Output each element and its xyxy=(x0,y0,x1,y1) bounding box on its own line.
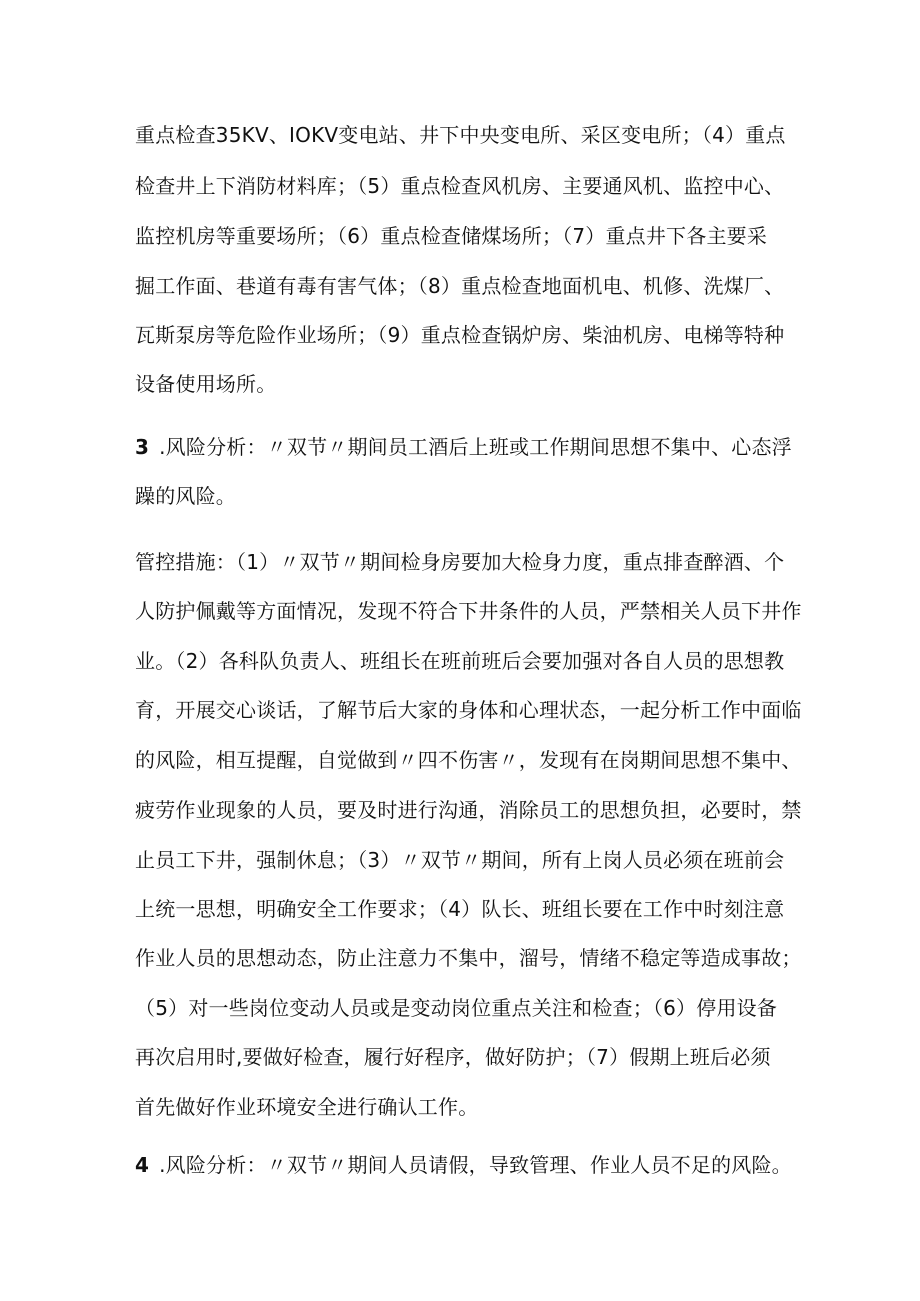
text-line: 的风险，相互提醒，自觉做到〃四不伤害〃，发现有在岗期间思想不集中、 xyxy=(135,748,802,772)
text-line: 止员工下井，强制休息；（3）〃双节〃期间，所有上岗人员必须在班前会 xyxy=(135,848,785,872)
section-heading xyxy=(135,1151,792,1179)
text-line: 疲劳作业现象的人员，要及时进行沟通，消除员工的思想负担，必要时，禁 xyxy=(135,798,802,822)
text-line: 业。（2）各科队负责人、班组长在班前班后会要加强对各自人员的思想教 xyxy=(135,649,785,673)
text-line: 重点检查35KV、IOKV变电站、井下中央变电所、采区变电所；（4）重点 xyxy=(135,123,786,147)
section-number: 3 xyxy=(135,435,150,459)
text-line: 首先做好作业环境安全进行确认工作。 xyxy=(135,1095,479,1119)
section-heading-text: .风险分析：〃双节〃期间员工酒后上班或工作期间思想不集中、心态浮 xyxy=(159,435,792,459)
text-line: 监控机房等重要场所；（6）重点检查储煤场所；（7）重点井下各主要采 xyxy=(135,224,768,248)
text-line: 管控措施：（1）〃双节〃期间检身房要加大检身力度，重点排查醉酒、个 xyxy=(135,550,785,574)
text-line: 作业人员的思想动态，防止注意力不集中，溜号，情绪不稳定等造成事故； xyxy=(135,946,802,970)
text-line: 掘工作面、巷道有毒有害气体；（8）重点检查地面机电、机修、洗煤厂、 xyxy=(135,274,785,298)
text-line: 瓦斯泵房等危险作业场所；（9）重点检查锅炉房、柴油机房、电梯等特种 xyxy=(135,323,785,347)
text-line: （5）对一些岗位变动人员或是变动岗位重点关注和检查；（6）停用设备 xyxy=(135,996,778,1020)
text-line: 上统一思想，明确安全工作要求；（4）队长、班组长要在工作中时刻注意 xyxy=(135,897,785,921)
text-line: 人防护佩戴等方面情况，发现不符合下井条件的人员，严禁相关人员下井作 xyxy=(135,599,802,623)
text-line: 检查井上下消防材料库；（5）重点检查风机房、主要通风机、监控中心、 xyxy=(135,174,785,198)
text-line: 设备使用场所。 xyxy=(135,372,277,396)
text-line: 育，开展交心谈话，了解节后大家的身体和心理状态，一起分析工作中面临 xyxy=(135,698,802,722)
section-heading xyxy=(135,433,792,461)
text-line: 躁的风险。 xyxy=(135,484,236,508)
text-line: 再次启用时,要做好检查，履行好程序，做好防护；（7）假期上班后必须 xyxy=(135,1045,771,1069)
section-number: 4 xyxy=(135,1153,150,1177)
section-heading-text: .风险分析：〃双节〃期间人员请假，导致管理、作业人员不足的风险。 xyxy=(159,1153,792,1177)
